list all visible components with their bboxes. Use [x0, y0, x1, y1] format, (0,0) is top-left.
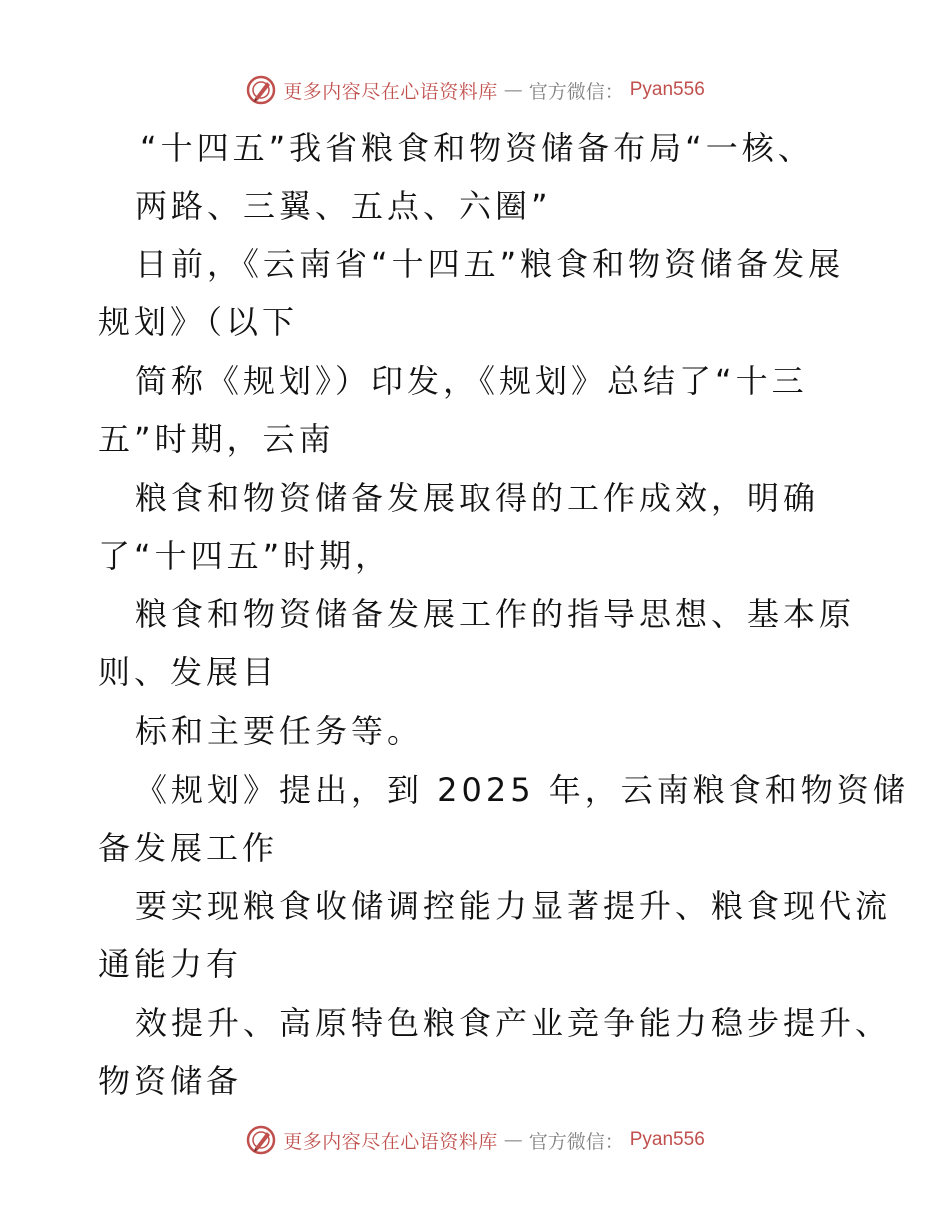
- watermark-label: 官方微信：: [528, 1130, 624, 1153]
- text-line: 两路、三翼、五点、六圈”: [135, 187, 552, 225]
- text-line: 通能力有: [98, 945, 243, 983]
- text-line: “十四五”我省粮食和物资储备布局“一核、: [140, 129, 814, 167]
- text-line: 粮食和物资储备发展取得的工作成效，明确: [135, 479, 820, 517]
- watermark-text: 更多内容尽在心语资料库: [283, 1130, 498, 1153]
- pen-logo-icon: [245, 74, 277, 106]
- text-line: 《规划》提出，到 2025 年，云南粮食和物资储: [135, 771, 909, 809]
- text-line: 简称《规划》）印发，《规划》总结了“十三: [135, 362, 808, 400]
- watermark-text: 更多内容尽在心语资料库: [283, 80, 498, 103]
- text-line: 效提升、高原特色粮食产业竞争能力稳步提升、: [135, 1004, 892, 1042]
- text-line: 则、发展目: [98, 653, 279, 691]
- watermark-wechat-id: Pyan556: [629, 1129, 705, 1150]
- pen-logo-icon: [245, 1124, 277, 1156]
- text-line: 粮食和物资储备发展工作的指导思想、基本原: [135, 595, 856, 633]
- text-line: 物资储备: [98, 1062, 243, 1100]
- watermark-separator: —: [503, 79, 523, 101]
- text-line: 了“十四五”时期，: [98, 537, 392, 575]
- header-watermark: [0, 70, 950, 110]
- text-line: 标和主要任务等。: [135, 712, 424, 750]
- watermark-separator: —: [503, 1129, 523, 1151]
- text-line: 五”时期，云南: [98, 420, 335, 458]
- watermark-wechat-id: Pyan556: [629, 79, 705, 100]
- watermark-label: 官方微信：: [528, 80, 624, 103]
- text-line: 要实现粮食收储调控能力显著提升、粮食现代流: [135, 887, 892, 925]
- footer-watermark: [0, 1120, 950, 1160]
- text-line: 备发展工作: [98, 829, 279, 867]
- text-line: 规划》（以下: [98, 303, 299, 341]
- text-line: 日前，《云南省“十四五”粮食和物资储备发展: [135, 245, 845, 283]
